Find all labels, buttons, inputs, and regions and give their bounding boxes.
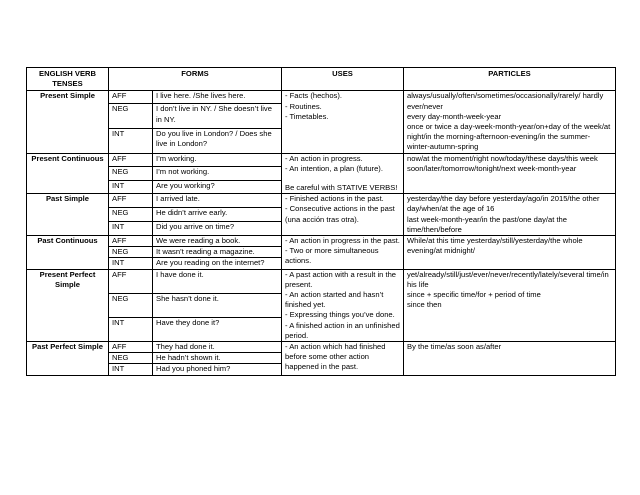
use-item: - An intention, a plan (future). xyxy=(285,163,383,173)
use-item: - Facts (hechos). xyxy=(285,91,342,101)
uses-cell xyxy=(282,91,404,153)
verb-tenses-table xyxy=(26,67,616,376)
use-item: - An action in progress. xyxy=(285,153,363,163)
header-particles: PARTICLES xyxy=(404,68,616,91)
uses-cell xyxy=(282,194,404,236)
use-item: - Consecutive actions in the past (una acción tras otra). xyxy=(285,204,395,224)
particle-item: yet/already/still/just/ever/never/recently/lately/several time/in his life xyxy=(407,269,609,289)
use-item: - Finished actions in the past. xyxy=(285,194,384,204)
form-label: AFF xyxy=(109,194,153,208)
form-example: He hadn’t shown it. xyxy=(153,353,282,364)
form-example: Have they done it? xyxy=(153,317,282,341)
form-label: INT xyxy=(109,317,153,341)
particle-item: once or twice a day-week-month-year/on+day of the week/at night/in the morning-afternoon-evening/in the summer-winter-autumn-spring xyxy=(407,122,611,152)
tense-name: Present Perfect Simple xyxy=(27,269,109,341)
tense-name: Past Continuous xyxy=(27,236,109,270)
uses-cell xyxy=(282,236,404,270)
form-example: We were reading a book. xyxy=(153,236,282,247)
form-example: I’m not working. xyxy=(153,167,282,181)
particles-cell xyxy=(404,269,616,341)
header-forms: FORMS xyxy=(109,68,282,91)
form-label: AFF xyxy=(109,269,153,293)
use-item: - Routines. xyxy=(285,101,322,111)
use-item: - Timetables. xyxy=(285,111,329,121)
use-item: - An action which had finished before some other action happened in the past. xyxy=(285,342,386,372)
uses-cell xyxy=(282,153,404,194)
particles-cell xyxy=(404,153,616,194)
form-example: Did you arrive on time? xyxy=(153,222,282,236)
form-label: NEG xyxy=(109,293,153,317)
uses-cell xyxy=(282,269,404,341)
particle-item: since then xyxy=(407,300,442,310)
particle-item: yesterday/the day before yesterday/ago/in 2015/the other day/when/at the age of 16 xyxy=(407,194,600,214)
particle-item: every day-month-week-year xyxy=(407,111,502,121)
particle-item: While/at this time yesterday/still/yesterday/the whole evening/at midnight/ xyxy=(407,236,583,256)
form-label: INT xyxy=(109,222,153,236)
particle-item: always/usually/often/sometimes/occasionally/rarely/ hardly ever/never xyxy=(407,91,604,111)
particles-cell xyxy=(404,342,616,376)
particles-cell xyxy=(404,91,616,153)
tense-name: Present Continuous xyxy=(27,153,109,194)
tense-row-present-simple xyxy=(27,91,616,104)
particle-item: now/at the moment/right now/today/these days/this week xyxy=(407,153,598,163)
form-label: NEG xyxy=(109,353,153,364)
header-row xyxy=(27,68,616,91)
form-label: AFF xyxy=(109,91,153,104)
tense-row-past-continuous xyxy=(27,236,616,247)
use-item: - An action started and hasn’t finished yet. xyxy=(285,290,384,310)
form-label: NEG xyxy=(109,167,153,181)
form-example: Had you phoned him? xyxy=(153,364,282,375)
particles-cell xyxy=(404,236,616,270)
form-example: I live here. /She lives here. xyxy=(153,91,282,104)
form-example: Do you live in London? / Does she live in London? xyxy=(153,128,282,153)
tense-name: Past Perfect Simple xyxy=(27,342,109,376)
form-label: INT xyxy=(109,258,153,269)
form-label: INT xyxy=(109,180,153,194)
form-example: They had done it. xyxy=(153,342,282,353)
form-example: I don’t live in NY. / She doesn’t live in NY. xyxy=(153,104,282,129)
particle-item: By the time/as soon as/after xyxy=(407,342,502,352)
use-item: - Two or more simultaneous actions. xyxy=(285,246,379,266)
tense-row-past-simple xyxy=(27,194,616,208)
form-label: NEG xyxy=(109,247,153,258)
form-example: She hasn’t done it. xyxy=(153,293,282,317)
form-label: AFF xyxy=(109,342,153,353)
header-tenses: ENGLISH VERB TENSES xyxy=(27,68,109,91)
tense-row-present-continuous xyxy=(27,153,616,167)
use-item: - A finished action in an unfinished period. xyxy=(285,320,400,340)
use-item: - A past action with a result in the present. xyxy=(285,269,397,289)
form-example: Are you working? xyxy=(153,180,282,194)
form-label: NEG xyxy=(109,104,153,129)
form-label: AFF xyxy=(109,236,153,247)
form-example: I arrived late. xyxy=(153,194,282,208)
tense-row-past-perfect-simple xyxy=(27,342,616,353)
form-example: I have done it. xyxy=(153,269,282,293)
use-item: - Expressing things you’ve done. xyxy=(285,310,395,320)
header-uses: USES xyxy=(282,68,404,91)
tense-row-present-perfect-simple xyxy=(27,269,616,293)
form-example: It wasn’t reading a magazine. xyxy=(153,247,282,258)
form-example: I’m working. xyxy=(153,153,282,167)
use-item: - An action in progress in the past. xyxy=(285,236,400,246)
form-label: NEG xyxy=(109,208,153,222)
uses-note: Be careful with STATIVE VERBS! xyxy=(285,183,398,193)
particles-cell xyxy=(404,194,616,236)
tense-name: Present Simple xyxy=(27,91,109,153)
form-label: INT xyxy=(109,364,153,375)
uses-cell xyxy=(282,342,404,376)
form-example: He didn’t arrive early. xyxy=(153,208,282,222)
tense-name: Past Simple xyxy=(27,194,109,236)
particle-item: soon/later/tomorrow/tonight/next week-month-year xyxy=(407,163,577,173)
particle-item: last week-month-year/in the past/one day/at the time/then/before xyxy=(407,214,567,234)
note-spacer xyxy=(285,174,400,183)
form-label: AFF xyxy=(109,153,153,167)
particle-item: since + specific time/for + period of time xyxy=(407,290,541,300)
form-example: Are you reading on the internet? xyxy=(153,258,282,269)
form-label: INT xyxy=(109,128,153,153)
